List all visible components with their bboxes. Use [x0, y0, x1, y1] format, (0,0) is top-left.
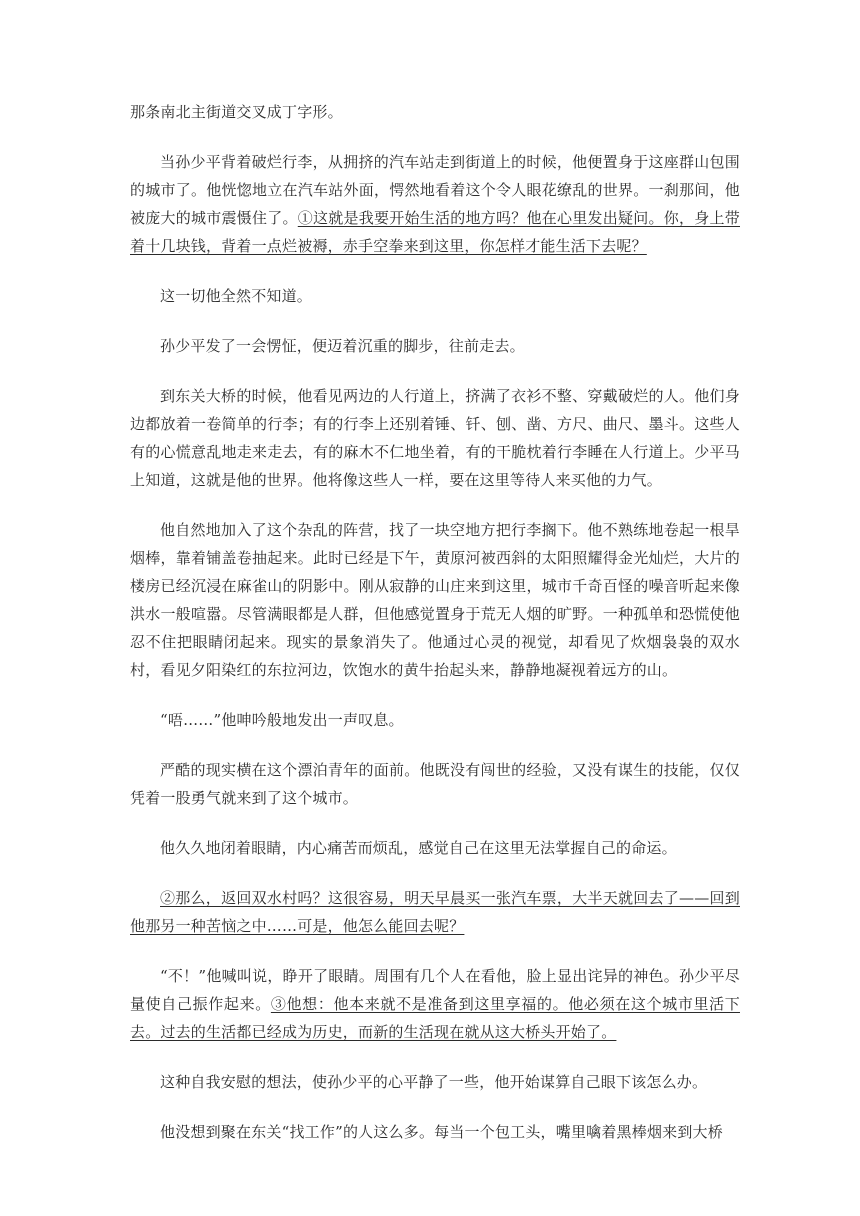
- paragraph: [130, 332, 740, 360]
- paragraph-text: 那条南北主街道交叉成丁字形。: [130, 103, 343, 121]
- paragraph: [130, 756, 740, 812]
- paragraph: [130, 98, 740, 126]
- paragraph-text: 孙少平发了一会愣怔，便迈着沉重的脚步，往前走去。: [160, 337, 525, 355]
- paragraph-text: 当孙少平背着破烂行李，从拥挤的汽车站走到街道上的时候，他便置身于这座群山包围的城市了。他恍惚地立在汽车站外面，愕然地看着这个令人眼花缭乱的世界。一刹那间，他被庞大的城市震慑住了。: [130, 153, 740, 227]
- paragraph: [130, 962, 740, 1046]
- paragraph-text: 到东关大桥的时候，他看见两边的人行道上，挤满了衣衫不整、穿戴破烂的人。他们身边都放着一卷简单的行李；有的行李上还别着锤、钎、刨、凿、方尺、曲尺、墨斗。这些人有的心慌意乱地走来走去，有的麻木不仁地坐着，有的干脆枕着行李睡在人行道上。少平马上知道，这就是他的世界。他将像这些人一样，要在这里等待人来买他的力气。: [130, 387, 740, 489]
- paragraph: [130, 884, 740, 940]
- paragraph-text: 这种自我安慰的想法，使孙少平的心平静了一些，他开始谋算自己眼下该怎么办。: [160, 1073, 708, 1091]
- article-body: [130, 98, 740, 1168]
- underlined-sentence-3: ③他想：他本来就不是准备到这里享福的。他必须在这个城市里活下去。过去的生活都已经成为历史，而新的生活现在就从这大桥头开始了。: [130, 995, 740, 1041]
- paragraph-text: “唔……”他呻吟般地发出一声叹息。: [160, 711, 404, 729]
- underlined-sentence-1: ①这就是我要开始生活的地方吗？他在心里发出疑问。你，身上带着十几块钱，背着一点烂被褥，赤手空拳来到这里，你怎样才能生活下去呢？: [130, 209, 740, 255]
- paragraph: [130, 148, 740, 260]
- paragraph-text: 他久久地闭着眼睛，内心痛苦而烦乱，感觉自己在这里无法掌握自己的命运。: [160, 839, 677, 857]
- paragraph: [130, 834, 740, 862]
- paragraph: [130, 282, 740, 310]
- paragraph-text: 他自然地加入了这个杂乱的阵营，找了一块空地方把行李搁下。他不熟练地卷起一根旱烟棒，靠着铺盖卷抽起来。此时已经是下午，黄原河被西斜的太阳照耀得金光灿烂，大片的楼房已经沉浸在麻雀山的阴影中。刚从寂静的山庄来到这里，城市千奇百怪的噪音听起来像洪水一般喧嚣。尽管满眼都是人群，但他感觉置身于荒无人烟的旷野。一种孤单和恐慌使他忍不住把眼睛闭起来。现实的景象消失了。他通过心灵的视觉，却看见了炊烟袅袅的双水村，看见夕阳染红的东拉河边，饮饱水的黄牛抬起头来，静静地凝视着远方的山。: [130, 521, 740, 679]
- paragraph-text: 这一切他全然不知道。: [160, 287, 313, 305]
- paragraph: [130, 382, 740, 494]
- underlined-sentence-2: ②那么，返回双水村吗？这很容易，明天早晨买一张汽车票，大半天就回去了——回到他那另一种苦恼之中……可是，他怎么能回去呢？: [130, 889, 740, 935]
- paragraph: [130, 706, 740, 734]
- paragraph-text: 严酷的现实横在这个漂泊青年的面前。他既没有闯世的经验，又没有谋生的技能，仅仅凭着一股勇气就来到了这个城市。: [130, 761, 740, 807]
- paragraph-text: “不！”他喊叫说，睁开了眼睛。周围有几个人在看他，脸上显出诧异的神色。孙少平尽量使自己振作起来。: [130, 967, 740, 1013]
- paragraph: [130, 516, 740, 684]
- paragraph: [130, 1118, 740, 1146]
- paragraph-text: 他没想到聚在东关“找工作”的人这么多。每当一个包工头，嘴里噙着黑棒烟来到大桥: [160, 1123, 723, 1141]
- paragraph: [130, 1068, 740, 1096]
